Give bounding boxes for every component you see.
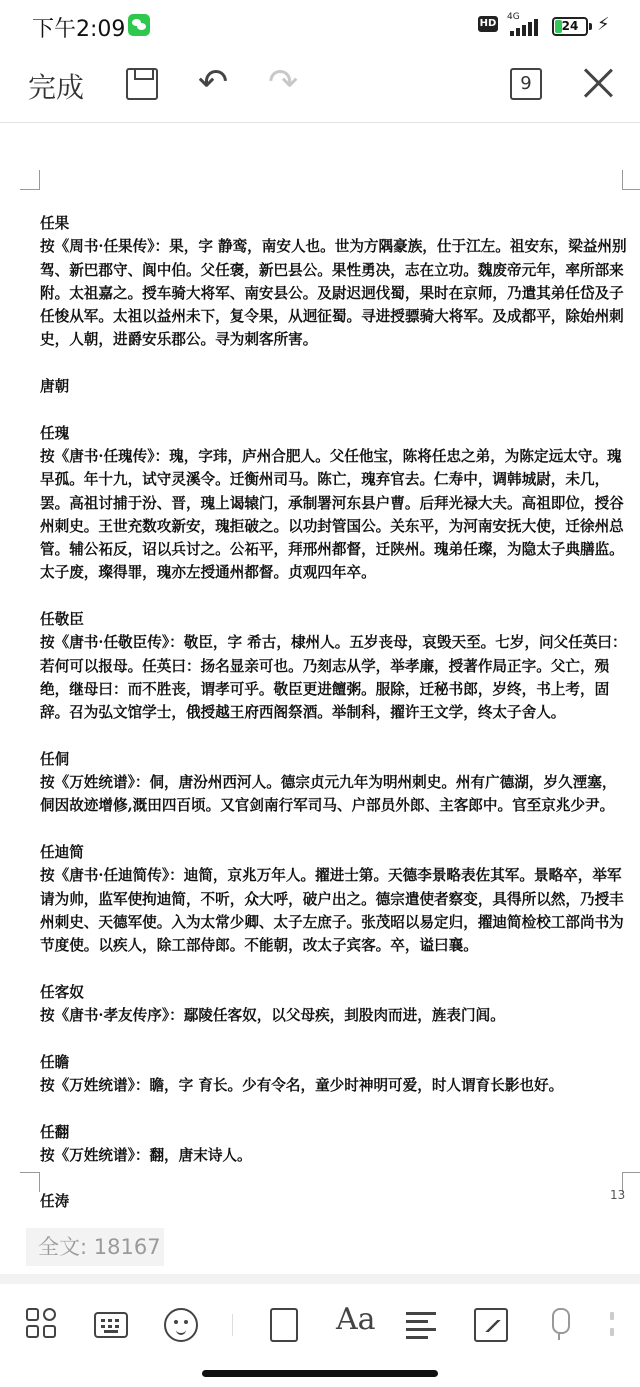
redo-icon[interactable]: ↷ <box>268 62 299 103</box>
mic-icon[interactable] <box>544 1308 578 1342</box>
entry-body: 按《唐书·任敬臣传》：敬臣，字 希古，棣州人。五岁丧母，哀毁天至。七岁，问父任英曰：若何可以报母。任英曰：扬名显亲可也。乃刻志从学，举孝廉，授著作局正字。父亡，殒绝，继母曰：而不胜丧，谓孝可乎。敬臣更进饘粥。服除，迁秘书郎，岁终，书上考，固辞。召为弘文馆学士，俄授越王府西阁祭酒。举制科，擢许王文学，终太子舍人。 <box>40 634 627 722</box>
page-corner-top-right <box>622 170 640 190</box>
done-button[interactable]: 完成 <box>28 66 84 106</box>
bottom-strip <box>0 1274 640 1284</box>
entry-title: 任敬臣 <box>40 611 84 629</box>
page-corner-top-left <box>20 170 40 190</box>
entry-body: 按《万姓统谱》：翻，唐末诗人。 <box>40 1146 252 1164</box>
entry-title: 任迪简 <box>40 844 84 862</box>
entry-title: 任瞻 <box>40 1053 70 1071</box>
grid-icon[interactable] <box>26 1308 60 1342</box>
entry-title: 任侗 <box>40 750 70 768</box>
save-icon[interactable] <box>126 68 158 100</box>
entry-body: 按《周书·任果传》：果，字 静鸾，南安人也。世为方隅豪族，仕于江左。祖安东，梁益州别驾、新巴郡守、阆中伯。父任褒，新巴县公。果性勇决，志在立功。魏废帝元年，率所部来附。太祖嘉之。授车骑大将军、南安县公。及尉迟迥伐蜀，果时在京师，乃遣其弟任岱及子任悛从军。太祖以益州未下，复令果，从迥征蜀。寻进授骠骑大将军。及成都平，除始州刺史，人朝，进爵安乐郡公。寻为刺客所害。 <box>40 238 627 349</box>
signal-icon <box>510 18 544 36</box>
page-number: 13 <box>610 1188 626 1202</box>
undo-icon[interactable]: ↶ <box>198 62 229 103</box>
bolt-icon: ⚡ <box>597 14 610 35</box>
more-icon[interactable] <box>608 1308 618 1342</box>
entry-body: 按《唐书·任迪简传》：迪简，京兆万年人。擢进士第。天德李景略表佐其军。景略卒，举军请为帅，监军使拘迪简，不听，众大呼，破户出之。德宗遣使者察变，具得所以然，乃授丰州刺史、天德军使。入为太常少卿、太子左庶子。张茂昭以易定归，擢迪简检校工部尚书为节度使。以疾人，除工部侍郎。不能朝，改太子宾客。卒，谥曰襄。 <box>40 867 624 955</box>
entry-title: 任瑰 <box>40 424 70 442</box>
fullscreen-icon[interactable] <box>270 1308 298 1342</box>
entry-title: 任客奴 <box>40 983 84 1001</box>
align-icon[interactable] <box>406 1308 440 1342</box>
toolbar-divider <box>0 122 640 123</box>
battery-level: 24 <box>561 19 579 33</box>
font-icon[interactable]: Aa <box>336 1302 376 1337</box>
keyboard-icon[interactable] <box>94 1312 128 1338</box>
status-time: 下午2:09 <box>32 17 126 42</box>
status-bar <box>0 0 640 52</box>
hd-badge: HD <box>478 16 498 32</box>
entry-title: 唐朝 <box>40 378 70 396</box>
toolbar-separator <box>232 1314 233 1336</box>
word-count: 全文: 18167 <box>26 1228 164 1266</box>
entry-body: 按《唐书·任瑰传》：瑰，字玮，庐州合肥人。父任他宝，陈将任忠之弟，为陈定远太守。瑰早孤。年十九，试守灵溪令。迁衡州司马。陈亡，瑰弃官去。仁寿中，调韩城尉，未几，罢。高祖讨捕于汾、晋，瑰上谒辕门，承制署河东县户曹。后拜光禄大夫。高祖即位，授谷州刺史。王世充数攻新安，瑰拒破之。以功封管国公。关东平，为河南安抚大使，迁徐州总管。辅公祏反，诏以兵讨之。公祏平，拜邢州都督，迁陕州。瑰弟任璨，为隐太子典膳监。太子废，璨得罪，瑰亦左授通州都督。贞观四年卒。 <box>40 447 624 582</box>
entry-title: 任涛 <box>40 1193 70 1211</box>
entry-body: 按《万姓统谱》：瞻，字 育长。少有令名，童少时神明可爱，时人谓育长影也好。 <box>40 1076 564 1094</box>
home-indicator <box>202 1370 438 1377</box>
entry-body: 按《万姓统谱》：侗，唐汾州西河人。德宗贞元九年为明州刺史。州有广德湖，岁久湮塞，侗因故迹增修,溉田四百顷。又官剑南行军司马、户部员外郎、主客郎中。官至京兆少尹。 <box>40 774 617 815</box>
bottom-toolbar <box>0 1284 640 1364</box>
entry-title: 任果 <box>40 215 70 232</box>
document-body[interactable] <box>40 212 628 1214</box>
image-icon[interactable] <box>474 1308 508 1342</box>
editor-toolbar <box>0 52 640 116</box>
sticker-icon[interactable] <box>164 1308 198 1342</box>
wechat-icon <box>128 14 150 36</box>
entry-body: 按《唐书·孝友传序》：鄢陵任客奴，以父母疾，刲股肉而进，旌表门闾。 <box>40 1007 505 1025</box>
close-icon[interactable] <box>580 64 616 100</box>
page-corner-bottom-left <box>20 1172 40 1192</box>
entry-title: 任翻 <box>40 1123 70 1141</box>
page-count-button[interactable]: 9 <box>510 68 542 100</box>
network-label: 4G <box>507 12 520 22</box>
